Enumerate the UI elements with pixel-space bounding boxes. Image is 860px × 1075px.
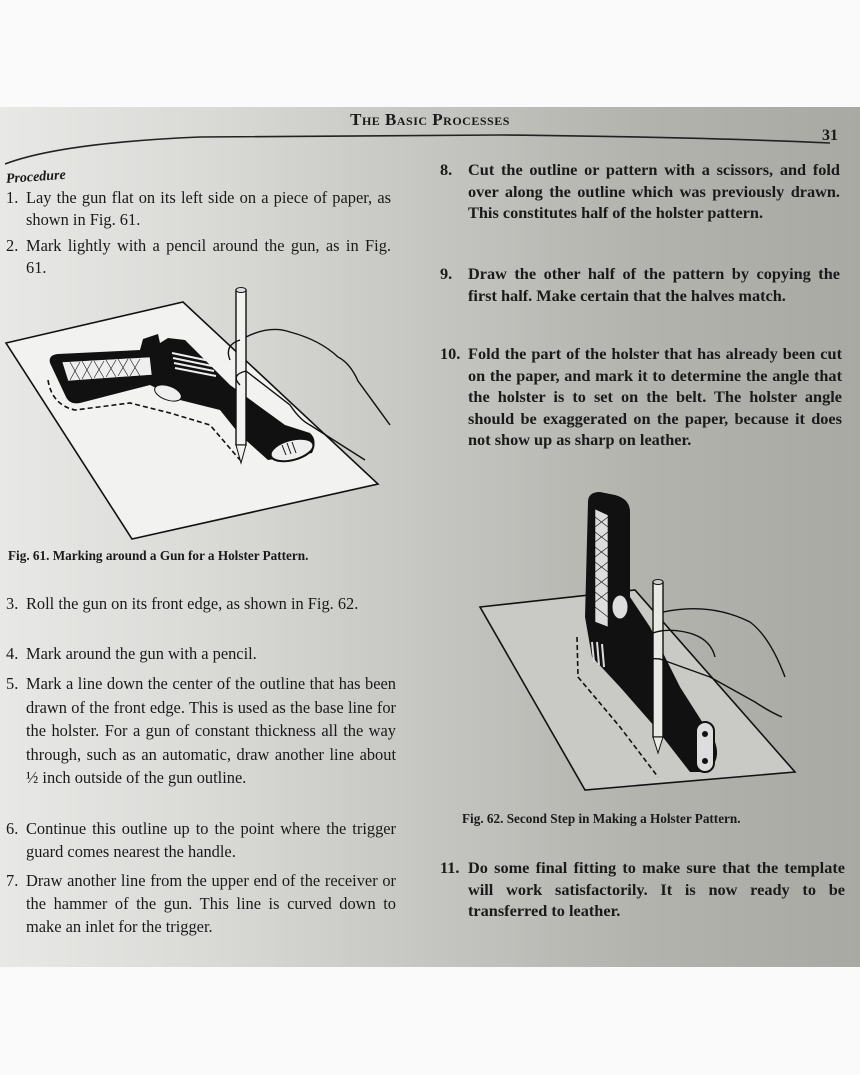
list-item [440,857,845,922]
running-title: The Basic Processes [350,110,510,129]
figure-62-illustration [470,487,810,807]
list-item [6,593,396,615]
figure-caption-text: Marking around a Gun for a Holster Pattern. [52,548,309,563]
list-item [440,343,842,451]
list-item [6,817,396,863]
item-text: Mark around the gun with a pencil. [26,644,257,663]
book-page [0,107,860,967]
pencil [236,290,246,445]
item-text: Mark lightly with a pencil around the gun, as in Fig. 61. [26,236,391,277]
item-number: 1. [6,188,19,207]
list-item [440,159,840,224]
item-number: 10. [440,344,461,363]
item-text: Draw another line from the upper end of the receiver or the hammer of the gun. This line is curved down to make an inlet for the trigger. [26,871,396,936]
item-number: 3. [6,594,19,613]
list-item [6,643,396,665]
figure-61-illustration [0,285,400,545]
item-number: 8. [440,160,453,179]
item-text: Continue this outline up to the point where the trigger guard comes nearest the handle. [26,819,396,861]
section-heading: Procedure [5,167,67,187]
figure-label: Fig. 62. [462,811,504,826]
list-item [6,187,391,230]
page-number: 31 [822,127,838,144]
item-number: 4. [6,644,19,663]
item-text: Draw the other half of the pattern by copying the first half. Make certain that the halves match. [468,264,840,305]
list-item [6,235,391,278]
item-text: Roll the gun on its front edge, as shown in Fig. 62. [26,594,359,613]
item-number: 9. [440,264,453,283]
figure-61-caption [8,548,308,564]
item-text: Cut the outline or pattern with a scissors, and fold over along the outline which was previously drawn. This constitutes half of the holster pattern. [468,160,840,222]
list-item [6,672,396,790]
item-number: 2. [6,236,19,255]
figure-62-caption [462,811,741,827]
item-number: 5. [6,674,19,693]
list-item [440,263,840,306]
item-number: 6. [6,819,19,838]
list-item [6,869,396,938]
item-text: Mark a line down the center of the outline that has been drawn of the front edge. This is used as the base line for the holster. For a gun of constant thickness all the way through, such as an automatic, draw another line about ½ inch outside of the gun outline. [26,674,396,787]
figure-caption-text: Second Step in Making a Holster Pattern. [506,811,741,826]
item-text: Lay the gun flat on its left side on a piece of paper, as shown in Fig. 61. [26,188,391,229]
item-text: Do some final fitting to make sure that the template will work satisfactorily. It is now ready to be transferred to leather. [468,858,845,920]
item-text: Fold the part of the holster that has already been cut on the paper, and mark it to determine the angle that the holster is to set on the belt. The holster angle should be exaggerated on the paper, because it does not show up as sharp on leather. [468,344,842,449]
paper-sheet [6,302,378,539]
item-number: 11. [440,858,460,877]
figure-label: Fig. 61. [8,548,50,563]
item-number: 7. [6,871,19,890]
